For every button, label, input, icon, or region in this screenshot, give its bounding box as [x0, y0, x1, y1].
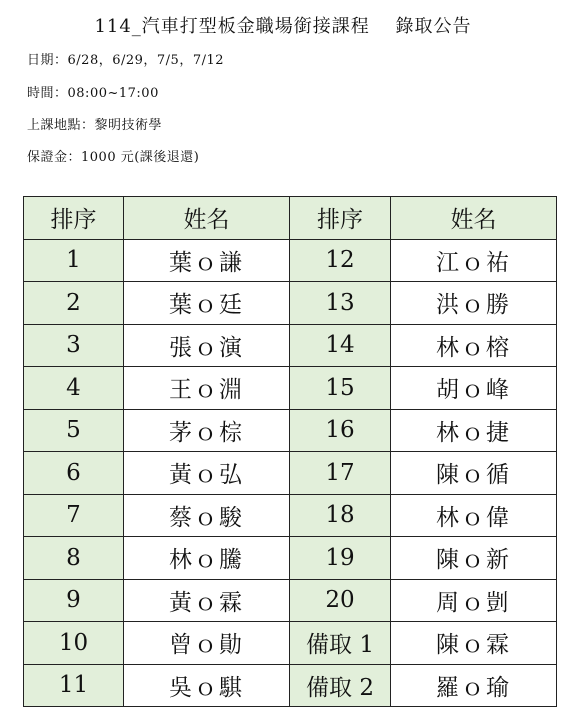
order-cell: 2 [24, 282, 124, 325]
date-label: 日期： [27, 53, 68, 68]
order-cell: 7 [24, 494, 124, 537]
deposit-label: 保證金： [27, 150, 82, 165]
order-cell: 9 [24, 579, 124, 622]
name-cell: 陳ｏ循 [391, 452, 557, 495]
order-cell: 12 [290, 239, 391, 282]
name-cell: 葉ｏ廷 [124, 282, 290, 325]
order-cell: 18 [290, 494, 391, 537]
time-line [27, 82, 159, 101]
name-cell: 吳ｏ騏 [124, 664, 290, 707]
name-cell: 林ｏ騰 [124, 537, 290, 580]
date-value: 6/28，6/29，7/5，7/12 [67, 53, 225, 68]
table-row [24, 452, 557, 495]
order-cell: 20 [290, 579, 391, 622]
table-row [24, 282, 557, 325]
order-cell: 14 [290, 324, 391, 367]
table-row [24, 537, 557, 580]
name-cell: 張ｏ演 [124, 324, 290, 367]
order-cell: 16 [290, 409, 391, 452]
order-cell: 1 [24, 239, 124, 282]
name-cell: 江ｏ祐 [391, 239, 557, 282]
location-line [27, 114, 162, 133]
table-row [24, 579, 557, 622]
table-row [24, 367, 557, 410]
header-order-right: 排序 [290, 197, 391, 240]
admission-table [23, 196, 557, 707]
deposit-line [27, 146, 199, 165]
table-row [24, 494, 557, 537]
time-label: 時間： [27, 86, 68, 101]
order-cell: 5 [24, 409, 124, 452]
order-cell: 8 [24, 537, 124, 580]
header-name-left: 姓名 [124, 197, 290, 240]
table-header-row [24, 197, 557, 240]
name-cell: 林ｏ榕 [391, 324, 557, 367]
order-cell: 17 [290, 452, 391, 495]
page-title: 114_汽車打型板金職場銜接課程 錄取公告 [94, 16, 472, 37]
table-row [24, 409, 557, 452]
time-value: 08:00~17:00 [67, 86, 159, 101]
name-cell: 林ｏ捷 [391, 409, 557, 452]
order-cell: 10 [24, 622, 124, 665]
header-name-right: 姓名 [391, 197, 557, 240]
name-cell: 羅ｏ瑜 [391, 664, 557, 707]
order-cell: 6 [24, 452, 124, 495]
table-row [24, 324, 557, 367]
name-cell: 洪ｏ勝 [391, 282, 557, 325]
name-cell: 蔡ｏ駿 [124, 494, 290, 537]
location-label: 上課地點： [27, 118, 95, 133]
order-cell: 4 [24, 367, 124, 410]
table-row [24, 664, 557, 707]
order-cell: 11 [24, 664, 124, 707]
name-cell: 周ｏ剴 [391, 579, 557, 622]
name-cell: 王ｏ淵 [124, 367, 290, 410]
name-cell: 陳ｏ霖 [391, 622, 557, 665]
order-cell: 13 [290, 282, 391, 325]
table-row [24, 239, 557, 282]
location-value: 黎明技術學 [94, 118, 163, 133]
order-cell: 19 [290, 537, 391, 580]
order-cell: 15 [290, 367, 391, 410]
name-cell: 陳ｏ新 [391, 537, 557, 580]
table-row [24, 622, 557, 665]
name-cell: 茅ｏ棕 [124, 409, 290, 452]
order-cell: 備取 2 [290, 664, 391, 707]
order-cell: 備取 1 [290, 622, 391, 665]
name-cell: 林ｏ偉 [391, 494, 557, 537]
name-cell: 黃ｏ弘 [124, 452, 290, 495]
name-cell: 葉ｏ謙 [124, 239, 290, 282]
deposit-value: 1000 元(課後退還) [81, 150, 200, 165]
date-line [27, 49, 224, 68]
name-cell: 黃ｏ霖 [124, 579, 290, 622]
name-cell: 胡ｏ峰 [391, 367, 557, 410]
header-order-left: 排序 [24, 197, 124, 240]
name-cell: 曾ｏ勛 [124, 622, 290, 665]
order-cell: 3 [24, 324, 124, 367]
